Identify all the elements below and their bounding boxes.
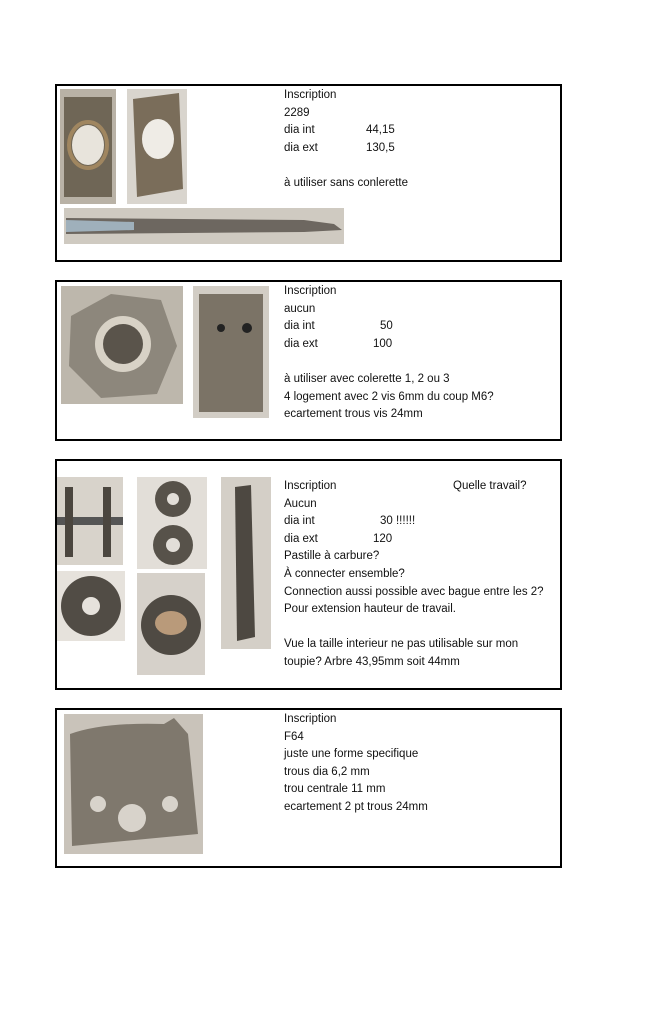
card-1-line-3: dia int [284,124,315,137]
card-4-line-1: Inscription [284,713,337,725]
item-card-2 [55,280,562,441]
item-card-3 [55,459,562,690]
card-1-line-4: dia ext [284,141,318,154]
card-2-dia-ext-value: 100 [373,338,393,350]
card-3-line-1: Inscription [284,480,337,492]
card-3-line-8: Pour extension hauteur de travail. [284,603,456,616]
card-1-dia-ext-value: 130,5 [366,142,395,154]
card-2-line-4: dia ext [284,337,318,350]
card-2-line-5 [284,353,554,371]
card-2-dia-int-value: 50 [380,320,393,332]
card-2-line-2: aucun [284,302,316,315]
blade-bar-photo [64,208,344,244]
card-3-line-9 [284,619,559,637]
hand-held-cutter-photo [137,573,205,675]
card-2-line-6: à utiliser avec colerette 1, 2 ou 3 [284,372,450,385]
item-card-1 [55,84,562,262]
card-3-line-3: dia int [284,515,315,528]
card-4-line-4: trous dia 6,2 mm [284,765,370,778]
card-2-line-1: Inscription [284,285,337,297]
cutter-ring-front-photo [60,89,116,204]
card-3-question: Quelle travail? [453,480,527,492]
card-3-line-5: Pastille à carbure? [284,550,380,563]
block-side-photo [193,286,269,418]
six-slot-cutter-photo [57,571,125,641]
tall-cutter-photo [221,477,271,649]
card-3-line-10: Vue la taille interieur ne pas utilisable sur mon [284,638,519,651]
profile-knife-f64-photo [64,714,203,854]
card-4-line-6: ecartement 2 pt trous 24mm [284,800,428,813]
two-cutters-photo [137,477,207,569]
card-1-line-1: Inscription [284,89,337,101]
card-1-line-2: 2289 [284,106,310,119]
card-3-line-2: Aucun [284,497,317,510]
card-3-line-4: dia ext [284,532,318,545]
four-slot-head-photo [61,286,183,404]
card-2-line-7: 4 logement avec 2 vis 6mm du coup M6? [284,390,494,403]
clamped-cutters-photo [57,477,123,565]
card-3-line-6: À connecter ensemble? [284,567,405,580]
card-4-line-3: juste une forme specifique [284,748,419,761]
card-2-line-3: dia int [284,320,315,333]
card-1-line-5 [284,157,554,175]
card-3-dia-int-value: 30 !!!!!! [380,515,416,527]
card-1-dia-int-value: 44,15 [366,124,395,136]
card-4-line-2: F64 [284,730,304,743]
cutter-ring-side-photo [127,89,187,204]
card-3-line-11: toupie? Arbre 43,95mm soit 44mm [284,655,460,668]
card-3-line-7: Connection aussi possible avec bague entre les 2? [284,585,544,598]
card-1-line-6: à utiliser sans conlerette [284,176,409,189]
card-2-line-8: ecartement trous vis 24mm [284,408,423,421]
card-3-dia-ext-value: 120 [373,533,393,545]
card-4-line-5: trou centrale 11 mm [284,783,386,796]
item-card-4 [55,708,562,868]
